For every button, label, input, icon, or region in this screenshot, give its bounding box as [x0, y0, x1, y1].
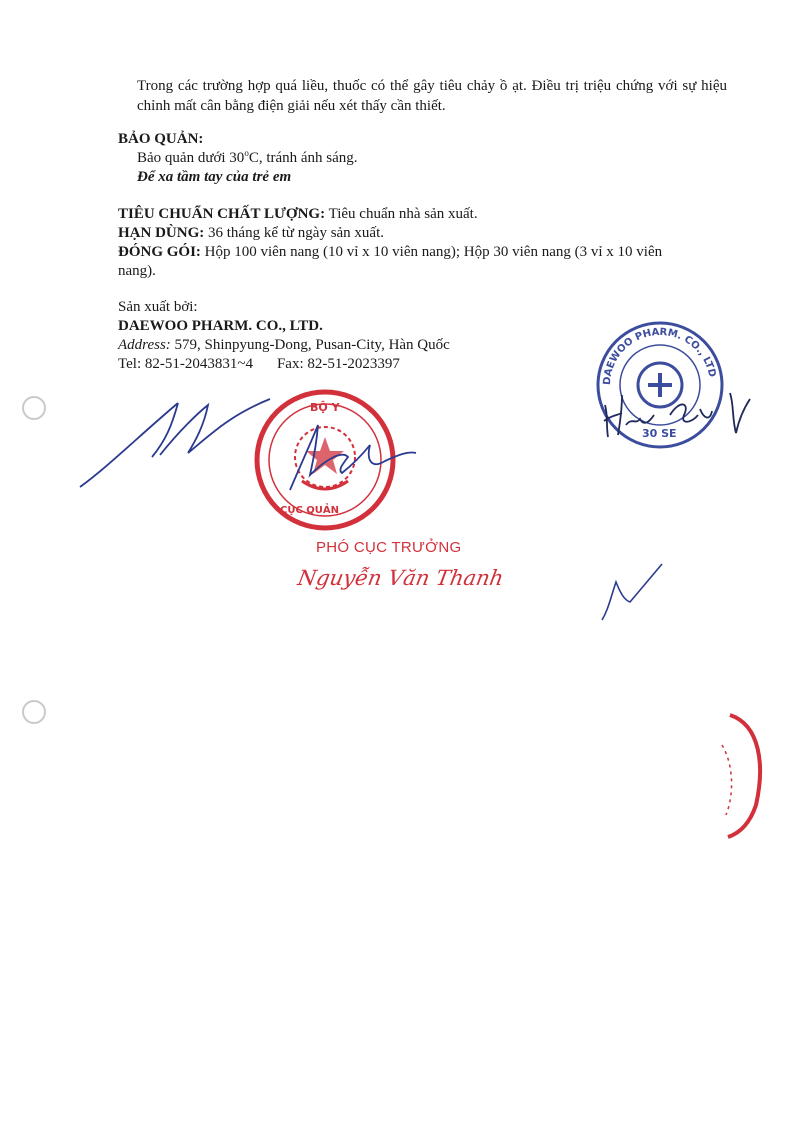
company-seal-ring-text: DAEWOO PHARM. CO., LTD — [601, 326, 718, 386]
packing-continued: nang). — [118, 263, 156, 279]
company-seal-bottom-text: 30 SE — [642, 427, 677, 440]
official-signature — [80, 395, 420, 495]
approver-name: Nguyễn Văn Thanh — [295, 566, 506, 590]
packing: ĐÓNG GÓI: Hộp 100 viên nang (10 vỉ x 10 viên nang); Hộp 30 viên nang (3 vỉ x 10 viên — [118, 244, 663, 260]
punch-hole-top — [22, 396, 46, 420]
director-signature — [600, 385, 760, 445]
manufacturer-contact — [118, 355, 400, 374]
expiry: HẠN DÙNG: 36 tháng kể từ ngày sản xuất. — [118, 225, 385, 241]
storage-instruction: Bảo quản dưới 30$^o$C, tránh ánh sáng. — [137, 148, 358, 166]
seal-text-bottom: CỤC QUẢN — [280, 505, 340, 516]
storage-heading: BẢO QUẢN: — [118, 131, 204, 147]
manufacturer-name: DAEWOO PHARM. CO., LTD. — [118, 318, 323, 334]
partial-seal-edge — [690, 705, 800, 845]
approver-title: PHÓ CỤC TRƯỞNG — [316, 539, 462, 556]
children-warning: Để xa tầm tay của trẻ em — [137, 169, 292, 185]
overdose-paragraph: Trong các trường hợp quá liều, thuốc có thể gây tiêu chảy ồ ạt. Điều trị triệu chứng với sự hiệu chỉnh mất cân bằng điện giải nếu xét thấy cần thiết. — [137, 78, 727, 114]
produced-by-label: Sản xuất bởi: — [118, 299, 198, 315]
initial-mark — [600, 560, 670, 630]
manufacturer-address: Address: 579, Shinpyung-Dong, Pusan-City, Hàn Quốc — [118, 337, 450, 353]
fax: Fax: 82-51-2023397 — [276, 356, 400, 372]
tel: Tel: 82-51-2043831~4 — [118, 356, 253, 372]
seal-text-top: BỘ Y — [310, 401, 340, 414]
quality-standard: TIÊU CHUẨN CHẤT LƯỢNG: Tiêu chuẩn nhà sản xuất. — [118, 206, 478, 222]
punch-hole-bottom — [22, 700, 46, 724]
